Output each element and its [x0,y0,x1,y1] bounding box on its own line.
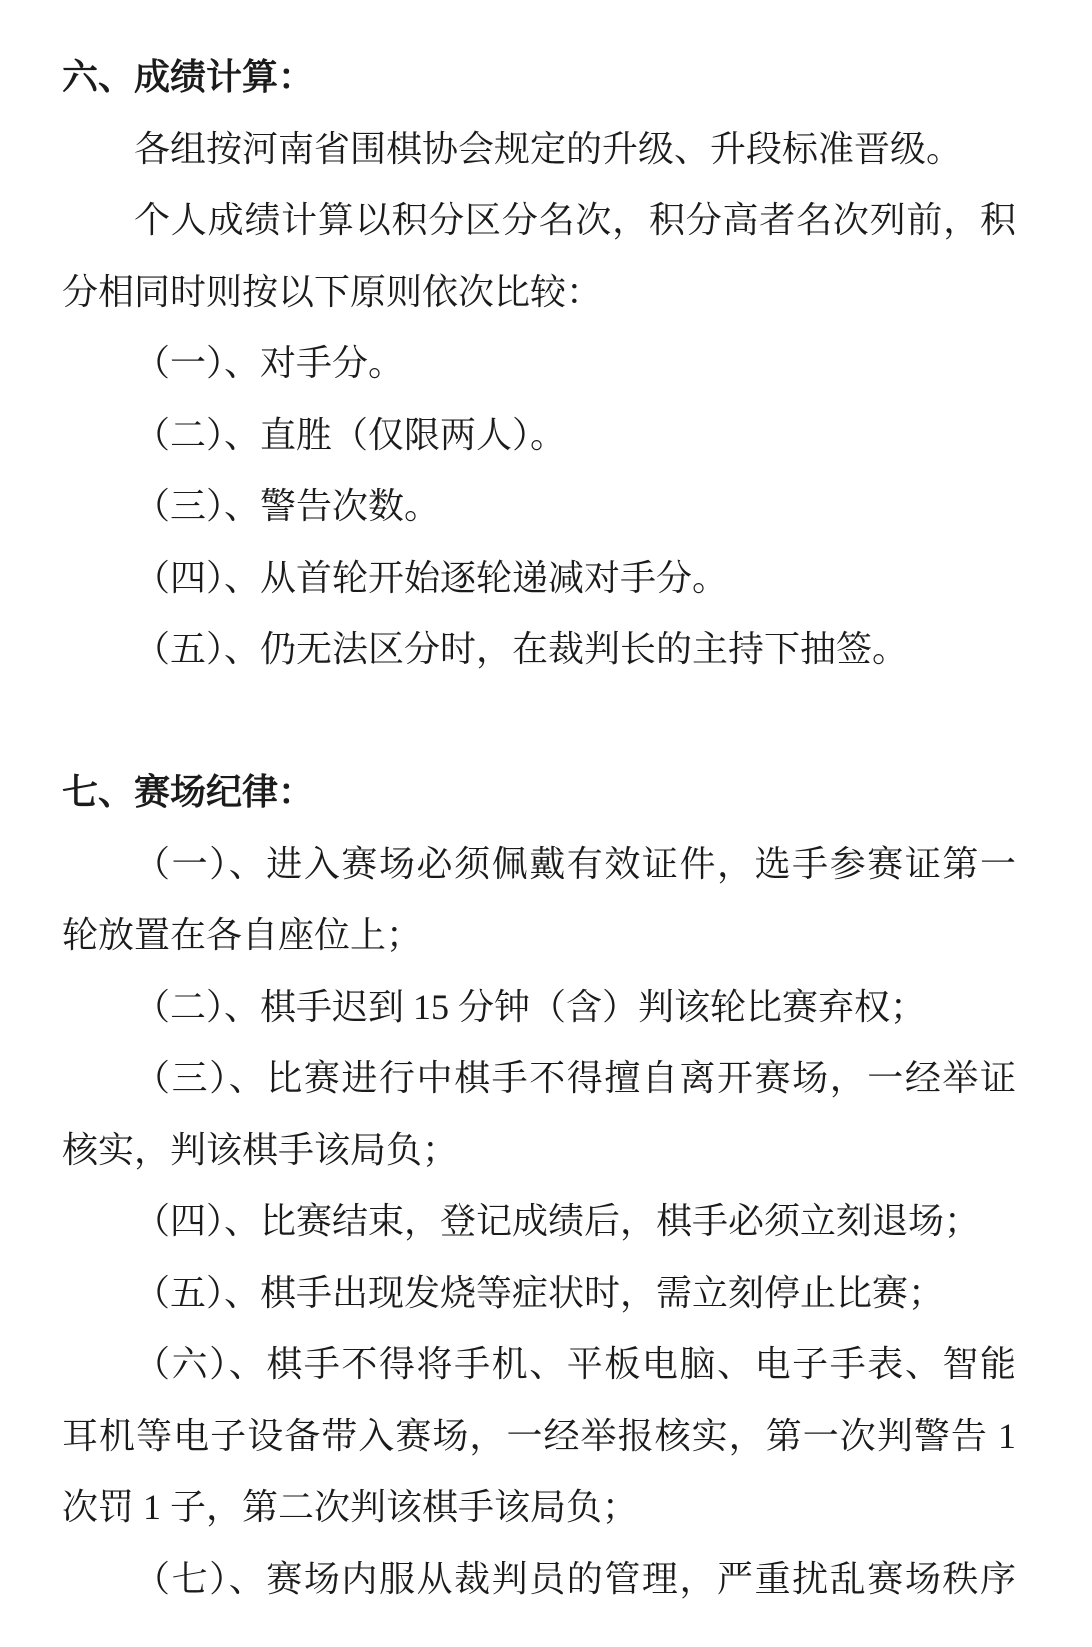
section-heading-venue-discipline: 七、赛场纪律： [62,772,315,812]
list-item: （三）、警告次数。 [134,486,441,526]
list-item-continuation: 次罚 1 子，第二次判该棋手该局负； [62,1487,639,1527]
list-item: （一）、进入赛场必须佩戴有效证件，选手参赛证第一 [134,843,1016,884]
list-item: （五）、棋手出现发烧等症状时，需立刻停止比赛； [134,1272,945,1313]
blank-line [62,686,1016,758]
paragraph-line: 个人成绩计算以积分区分名次，积分高者名次列前，积 [134,200,1016,240]
list-item: （六）、棋手不得将手机、平板电脑、电子手表、智能 [134,1344,1016,1384]
list-item: （四）、从首轮开始逐轮递减对手分。 [134,557,729,598]
paragraph-line: 分相同时则按以下原则依次比较： [62,271,603,312]
list-item: （五）、仍无法区分时，在裁判长的主持下抽签。 [134,629,909,669]
paragraph-line: 各组按河南省围棋协会规定的升级、升段标准晋级。 [134,128,963,169]
list-item: （二）、直胜（仅限两人）。 [134,414,567,455]
list-item-continuation: 轮放置在各自座位上； [62,915,423,955]
list-item-continuation: 耳机等电子设备带入赛场，一经举报核实，第一次判警告 1 [62,1415,1016,1456]
list-item: （三）、比赛进行中棋手不得擅自离开赛场，一经举证 [134,1058,1016,1098]
list-item: （四）、比赛结束，登记成绩后，棋手必须立刻退场； [134,1201,981,1241]
list-item: （二）、棋手迟到 15 分钟（含）判该轮比赛弃权； [134,986,927,1027]
list-item: （一）、对手分。 [134,343,405,383]
list-item-continuation: 核实，判该棋手该局负； [62,1129,459,1170]
list-item: （七）、赛场内服从裁判员的管理，严重扰乱赛场秩序 [134,1558,1016,1599]
section-heading-score-calculation: 六、成绩计算： [62,57,315,97]
